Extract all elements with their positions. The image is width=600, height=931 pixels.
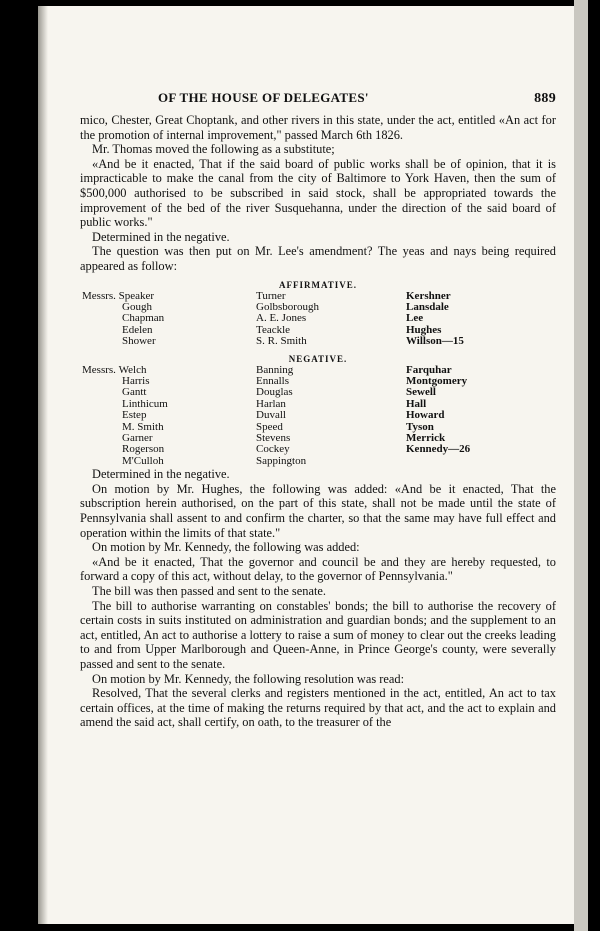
list-item: Farquhar [406,363,452,376]
paragraph-question-lee: The question was then put on Mr. Lee's amendment? The yeas and nays being required appeared as follow: [80,244,556,273]
document-page [38,6,574,924]
list-item: M. Smith [122,420,164,433]
list-item: Shower [122,335,156,348]
list-item: Banning [256,363,294,376]
list-item: Duvall [256,409,286,422]
list-item: Hughes [406,323,442,336]
list-item: Tyson [406,420,434,433]
page-number: 889 [534,91,556,106]
list-item: Howard [406,409,445,422]
list-item: M'Culloh [122,454,164,467]
list-item: Douglas [256,386,293,399]
affirmative-col-1 [80,291,244,348]
list-item: Messrs. Welch [82,363,147,376]
negative-col-3 [406,365,546,468]
list-item: Ennalls [256,374,289,387]
list-item: Turner [256,289,286,302]
paragraph-hughes-motion: On motion by Mr. Hughes, the following was added: «And be it enacted, That the subscription herein authorised, on the part of this state, shall not be made until the state of Pennsylvania shall assent to and confirm the charter, so that the same may have full effect and operation within the limits of that state." [80,481,556,540]
list-item: Speed [256,420,283,433]
running-header [80,90,556,107]
scan-edge-strip [574,0,588,931]
list-item: Estep [122,409,147,422]
paragraph-substitute-text: «And be it enacted, That if the said board of public works shall be of opinion, that it is impracticable to make the canal from the city of Baltimore to York Haven, then the sum of $500,000 authorised to be subscribed in said stock, shall be appropriated towards the improvement of the bed of the river Susquehanna, under the direction of the said board of public works." [80,156,556,230]
list-item: Gantt [122,386,147,399]
paragraph-governor-request: «And be it enacted, That the governor and council be and they are hereby requested, to forward a copy of this act, without delay, to the governor of Pennsylvania." [80,554,556,584]
page-gutter-shadow [38,6,48,924]
list-item: Garner [122,432,153,444]
negative-col-1 [80,365,244,468]
paragraph-continuation: mico, Chester, Great Choptank, and other rivers in this state, under the act, entitled «An act for the promotion of internal improvement," passed March 6th 1826. [80,113,556,142]
paragraph-determined-2: Determined in the negative. [92,467,230,482]
list-item: A. E. Jones [256,312,307,325]
list-item: Golbsborough [256,300,319,313]
paragraph-determined-1: Determined in the negative. [92,229,230,244]
list-item: Edelen [122,323,153,336]
list-item: Hall [406,397,427,410]
affirmative-votes [80,291,556,348]
paragraph-kennedy-motion: On motion by Mr. Kennedy, the following was added: [92,540,360,555]
affirmative-heading: AFFIRMATIVE. [278,279,358,290]
paragraph-kennedy-resolution: On motion by Mr. Kennedy, the following resolution was read: [92,671,405,686]
list-item: Rogerson [122,443,165,456]
list-item: Messrs. Speaker [82,289,155,302]
list-item: Sappington [256,454,307,467]
list-item: Kennedy—26 [406,443,471,456]
paragraph-resolved: Resolved, That the several clerks and registers mentioned in the act, entitled, An act to tax certain offices, at the time of making the returns required by that act, and the act to explain and amend the said act, shall certify, on oath, to the treasurer of the [80,686,556,730]
paragraph-bills-constables: The bill to authorise warranting on constables' bonds; the bill to authorise the recovery of certain costs in suits instituted on administration and guardian bonds; and the supplement to an act, entitled, An act to authorise a lottery to raise a sum of money to clear out the creeks leading to and from Upper Marlborough and Queen-Anne, in Prince George's county, were severally passed and sent to the senate. [80,598,556,671]
list-item: Kershner [406,289,451,302]
page-body [80,90,556,730]
list-item: Linthicum [122,397,168,410]
list-item: Lee [406,312,424,325]
negative-col-2 [244,365,406,468]
list-item: Montgomery [406,374,468,387]
negative-votes [80,365,556,468]
list-item: Lansdale [406,300,449,313]
list-item: Willson—15 [406,335,464,348]
paragraph-bill-passed: The bill was then passed and sent to the senate. [92,583,326,598]
list-item: Chapman [122,312,165,325]
paragraph-thomas-motion: Mr. Thomas moved the following as a substitute; [92,142,335,157]
affirmative-col-3 [406,291,546,348]
list-item: Cockey [256,443,290,456]
list-item: Gough [122,300,152,313]
list-item: S. R. Smith [256,335,307,348]
list-item: Harris [122,374,150,387]
header-title: OF THE HOUSE OF DELEGATES' [158,90,369,105]
list-item: Stevens [256,432,291,444]
list-item: Merrick [406,432,446,444]
affirmative-col-2 [244,291,406,348]
list-item: Sewell [406,386,436,399]
list-item: Teackle [256,323,291,336]
list-item: Harlan [256,397,286,410]
negative-heading: NEGATIVE. [288,353,348,364]
